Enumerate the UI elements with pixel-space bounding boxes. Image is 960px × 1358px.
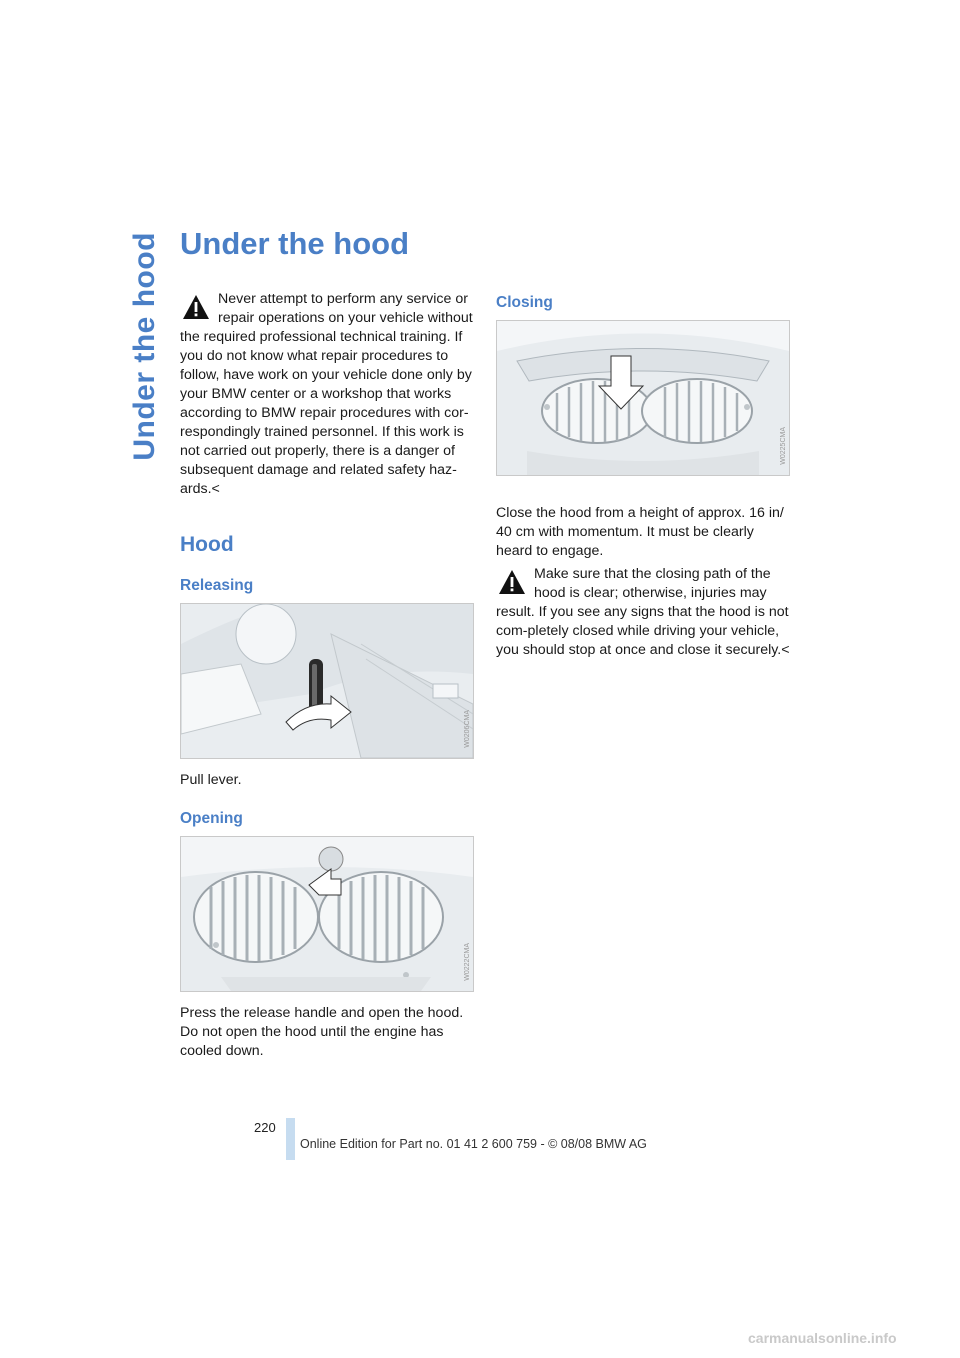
side-tab-title: Under the hood	[128, 232, 161, 461]
subheading-opening: Opening	[180, 810, 243, 827]
warning-line-2: hood is clear; otherwise, injuries may	[534, 585, 767, 601]
watermark: carmanualsonline.info	[748, 1330, 897, 1346]
page-title: Under the hood	[180, 226, 410, 261]
warning-icon	[182, 294, 210, 320]
figure-code: W0225CMA	[780, 427, 787, 465]
figure-code: W0222CMA	[464, 943, 471, 981]
footer-accent-bar	[286, 1118, 295, 1160]
subheading-releasing: Releasing	[180, 577, 254, 594]
releasing-illustration	[180, 603, 474, 759]
left-column	[180, 290, 476, 1061]
closing-caption: Close the hood from a height of approx. 16 in/ 40 cm with momentum. It must be clearly heard to engage.	[496, 505, 784, 559]
figure-code: W0206CMA	[464, 710, 471, 748]
warning-block	[496, 565, 792, 660]
section-heading-hood: Hood	[180, 533, 234, 556]
subheading-closing: Closing	[496, 294, 553, 311]
opening-illustration	[180, 836, 474, 992]
page-number: 220	[254, 1120, 276, 1135]
warning-block	[180, 290, 476, 499]
warning-text: result. If you see any signs that the hood is not com-pletely closed while driving your vehicle, you should stop at once and close it securely.<	[496, 604, 790, 658]
releasing-caption: Pull lever.	[180, 772, 242, 788]
warning-line-1: Make sure that the closing path of the	[534, 566, 771, 582]
right-column	[496, 290, 792, 660]
warning-text: the required professional technical training. If you do not know what repair procedures to follow, have work on your vehicle done only by your BMW center or a workshop that works according to BMW repair procedures with cor-respondingly trained personnel. If this work is not carried out properly, there is a danger of subsequent damage and related safety haz-ards.<	[180, 329, 472, 497]
opening-caption: Press the release handle and open the hood. Do not open the hood until the engine has cooled down.	[180, 1005, 464, 1059]
closing-illustration	[496, 320, 790, 476]
warning-line-1: Never attempt to perform any service or	[218, 291, 468, 307]
edition-footer: Online Edition for Part no. 01 41 2 600 759 - © 08/08 BMW AG	[300, 1137, 647, 1151]
warning-icon	[498, 569, 526, 595]
warning-line-2: repair operations on your vehicle without	[218, 310, 473, 326]
